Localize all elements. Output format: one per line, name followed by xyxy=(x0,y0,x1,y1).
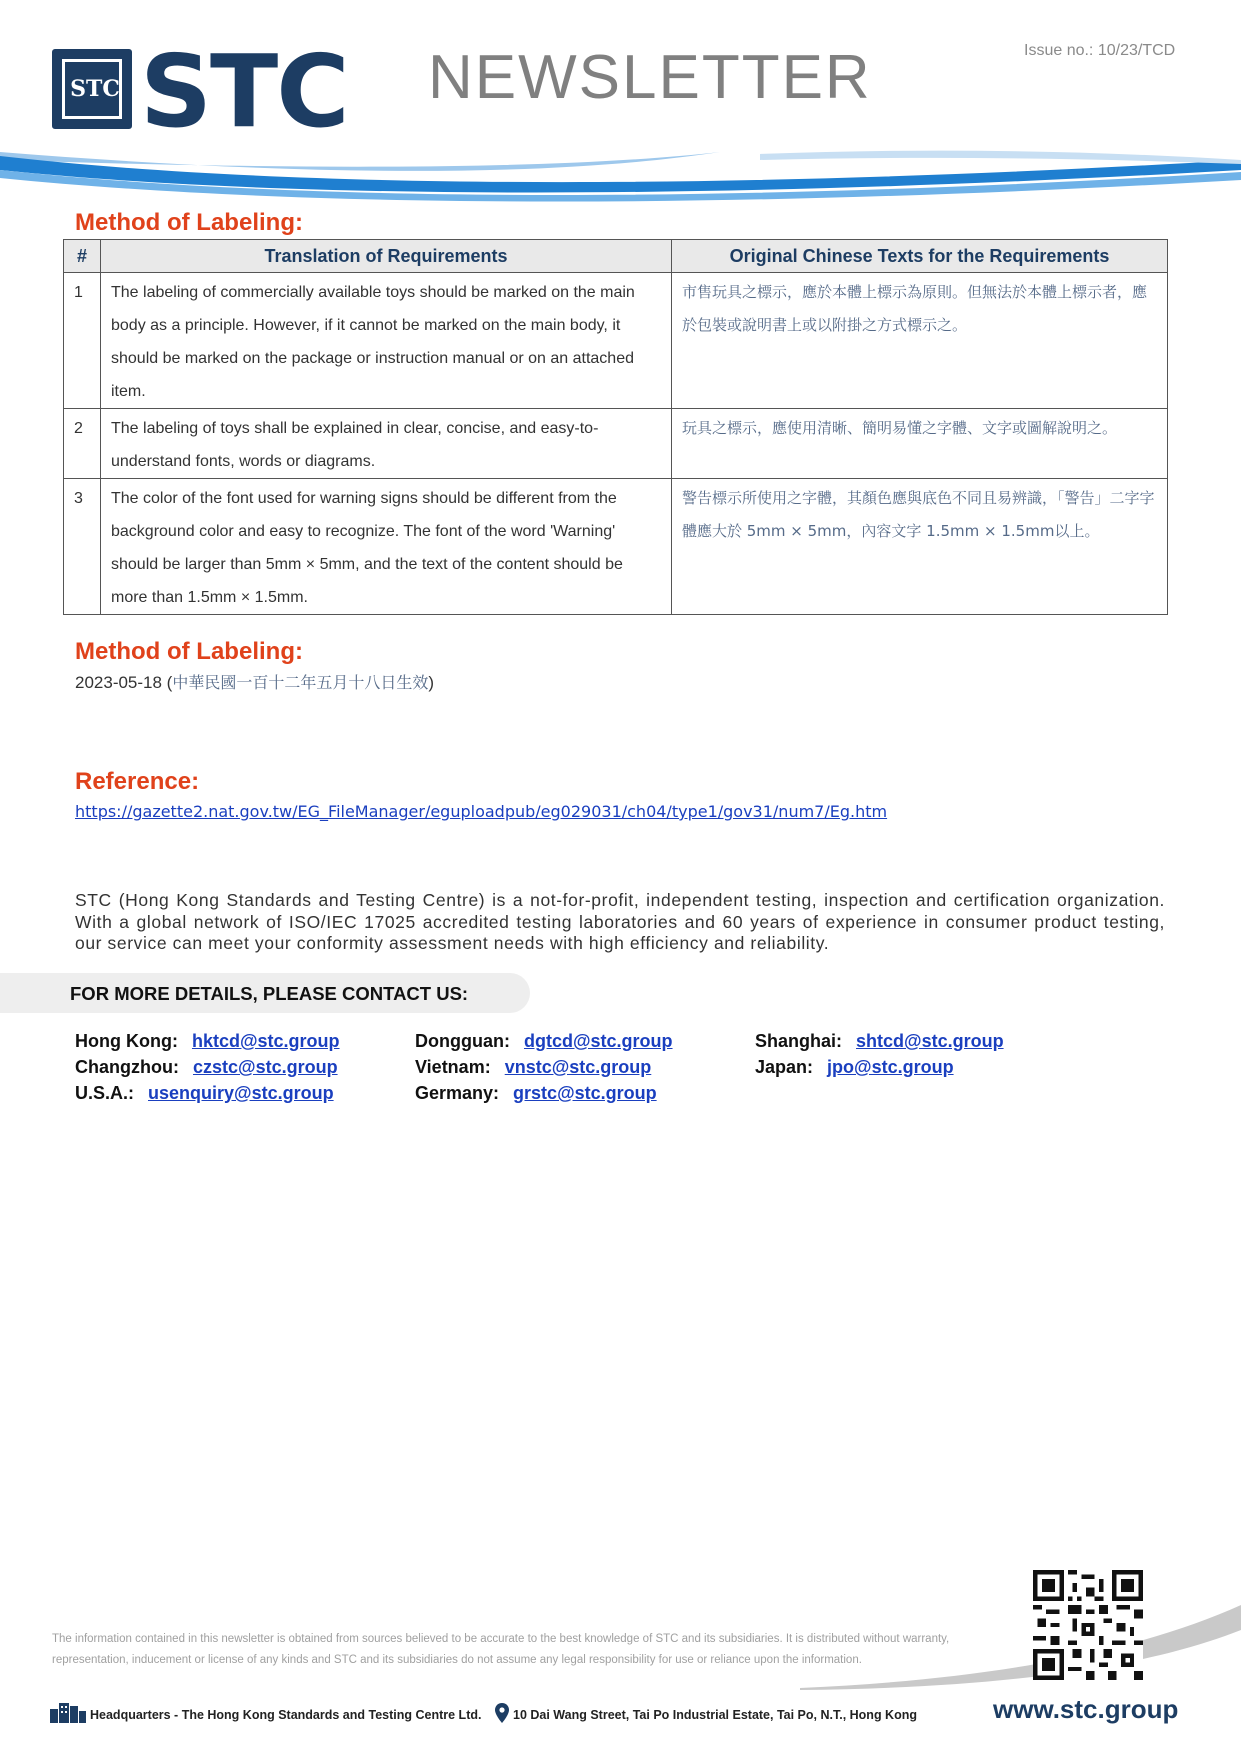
row-number: 2 xyxy=(64,409,101,479)
section-title-labeling-date: Method of Labeling: xyxy=(75,638,303,665)
col-header-chinese: Original Chinese Texts for the Requirements xyxy=(672,240,1168,273)
contact-germany xyxy=(415,1082,657,1104)
contact-usa xyxy=(75,1082,334,1104)
contact-label: Dongguan: xyxy=(415,1031,510,1051)
contact-label: Vietnam: xyxy=(415,1057,491,1077)
table-row xyxy=(64,479,1168,615)
requirement-translation: The labeling of toys shall be explained in clear, concise, and easy-to-understand fonts, words or diagrams. xyxy=(101,409,672,479)
col-header-translation: Translation of Requirements xyxy=(101,240,672,273)
requirements-table xyxy=(63,239,1168,615)
requirement-translation: The color of the font used for warning signs should be different from the background color and easy to recognize. The font of the word 'Warning' should be larger than 5mm × 5mm, and the text of the content should be more than 1.5mm × 1.5mm. xyxy=(101,479,672,615)
website-link[interactable]: www.stc.group xyxy=(993,1694,1179,1724)
disclaimer-text: The information contained in this newsletter is obtained from sources believed to be accurate to the best knowledge of STC and its subsidiaries. It is distributed without warranty, representation, inducement or license of any kinds and STC and its subsidiaries do not assume any legal responsibility for use or reliance upon the information. xyxy=(52,1633,950,1666)
requirement-chinese: 警告標示所使用之字體，其顏色應與底色不同且易辨識，「警告」二字字體應大於 5mm × 5mm，內容文字 1.5mm × 1.5mm以上。 xyxy=(672,479,1168,615)
effective-date-close: ) xyxy=(428,673,435,692)
row-number: 1 xyxy=(64,273,101,409)
logo-glyph: STC xyxy=(70,76,120,102)
section-title-labeling: Method of Labeling: xyxy=(75,209,303,236)
building-icon xyxy=(50,1701,86,1723)
requirement-chinese: 市售玩具之標示，應於本體上標示為原則。但無法於本體上標示者，應於包裝或說明書上或以附掛之方式標示之。 xyxy=(672,273,1168,409)
stc-logo-mark xyxy=(52,49,132,129)
contact-email[interactable]: shtcd@stc.group xyxy=(856,1031,1004,1051)
section-title-reference: Reference: xyxy=(75,768,200,795)
contact-title: FOR MORE DETAILS, PLEASE CONTACT US: xyxy=(70,983,469,1004)
address-text: 10 Dai Wang Street, Tai Po Industrial Estate, Tai Po, N.T., Hong Kong xyxy=(513,1708,917,1722)
contact-email[interactable]: jpo@stc.group xyxy=(827,1057,954,1077)
about-stc-paragraph: STC (Hong Kong Standards and Testing Centre) is a not-for-profit, independent testing, inspection and certification organization. With a global network of ISO/IEC 17025 accredited testing laboratories and 60 years of experience in consumer product testing, our service can meet your conformity assessment needs with high efficiency and reliability. xyxy=(75,890,1165,953)
contact-hong-kong xyxy=(75,1030,340,1052)
issue-number: Issue no.: 10/23/TCD xyxy=(1024,42,1176,59)
contact-label: U.S.A.: xyxy=(75,1083,135,1103)
requirement-chinese: 玩具之標示，應使用清晰、簡明易懂之字體、文字或圖解說明之。 xyxy=(672,409,1168,479)
contact-label: Shanghai: xyxy=(755,1031,843,1051)
table-row xyxy=(64,409,1168,479)
requirement-translation: The labeling of commercially available toys should be marked on the main body as a principle. However, if it cannot be marked on the main body, it should be marked on the package or instruction manual or on an attached item. xyxy=(101,273,672,409)
reference-link[interactable]: https://gazette2.nat.gov.tw/EG_FileManager/eguploadpub/eg029031/ch04/type1/gov31/num7/Eg.htm xyxy=(75,802,888,821)
contact-changzhou xyxy=(75,1056,338,1078)
newsletter-title: NEWSLETTER xyxy=(428,43,872,112)
contact-email[interactable]: hktcd@stc.group xyxy=(191,1031,340,1051)
contact-email[interactable]: usenquiry@stc.group xyxy=(148,1083,334,1103)
effective-date xyxy=(75,670,434,693)
header-swoosh xyxy=(0,130,1241,210)
table-header-row xyxy=(64,240,1168,273)
qr-code-icon[interactable] xyxy=(1033,1570,1143,1680)
col-header-num: # xyxy=(64,240,101,273)
contact-label: Hong Kong: xyxy=(75,1031,178,1051)
contact-email[interactable]: grstc@stc.group xyxy=(513,1083,657,1103)
row-number: 3 xyxy=(64,479,101,615)
stc-logo-text: STC xyxy=(140,33,348,150)
headquarters-text: Headquarters - The Hong Kong Standards and Testing Centre Ltd. xyxy=(90,1708,482,1722)
table-row xyxy=(64,273,1168,409)
effective-date-chinese: 中華民國一百十二年五月十八日生效 xyxy=(172,673,429,692)
contact-email[interactable]: vnstc@stc.group xyxy=(504,1057,652,1077)
contact-label: Japan: xyxy=(755,1057,814,1077)
effective-date-text: 2023-05-18 ( xyxy=(75,673,173,692)
contact-japan xyxy=(755,1056,954,1078)
contact-label: Changzhou: xyxy=(75,1057,179,1077)
location-pin-icon xyxy=(495,1703,509,1723)
contact-label: Germany: xyxy=(415,1083,500,1103)
contact-shanghai xyxy=(755,1030,1004,1052)
contact-vietnam xyxy=(415,1056,651,1078)
contact-dongguan xyxy=(415,1030,673,1052)
contact-email[interactable]: dgtcd@stc.group xyxy=(523,1031,673,1051)
contact-email[interactable]: czstc@stc.group xyxy=(192,1057,338,1077)
